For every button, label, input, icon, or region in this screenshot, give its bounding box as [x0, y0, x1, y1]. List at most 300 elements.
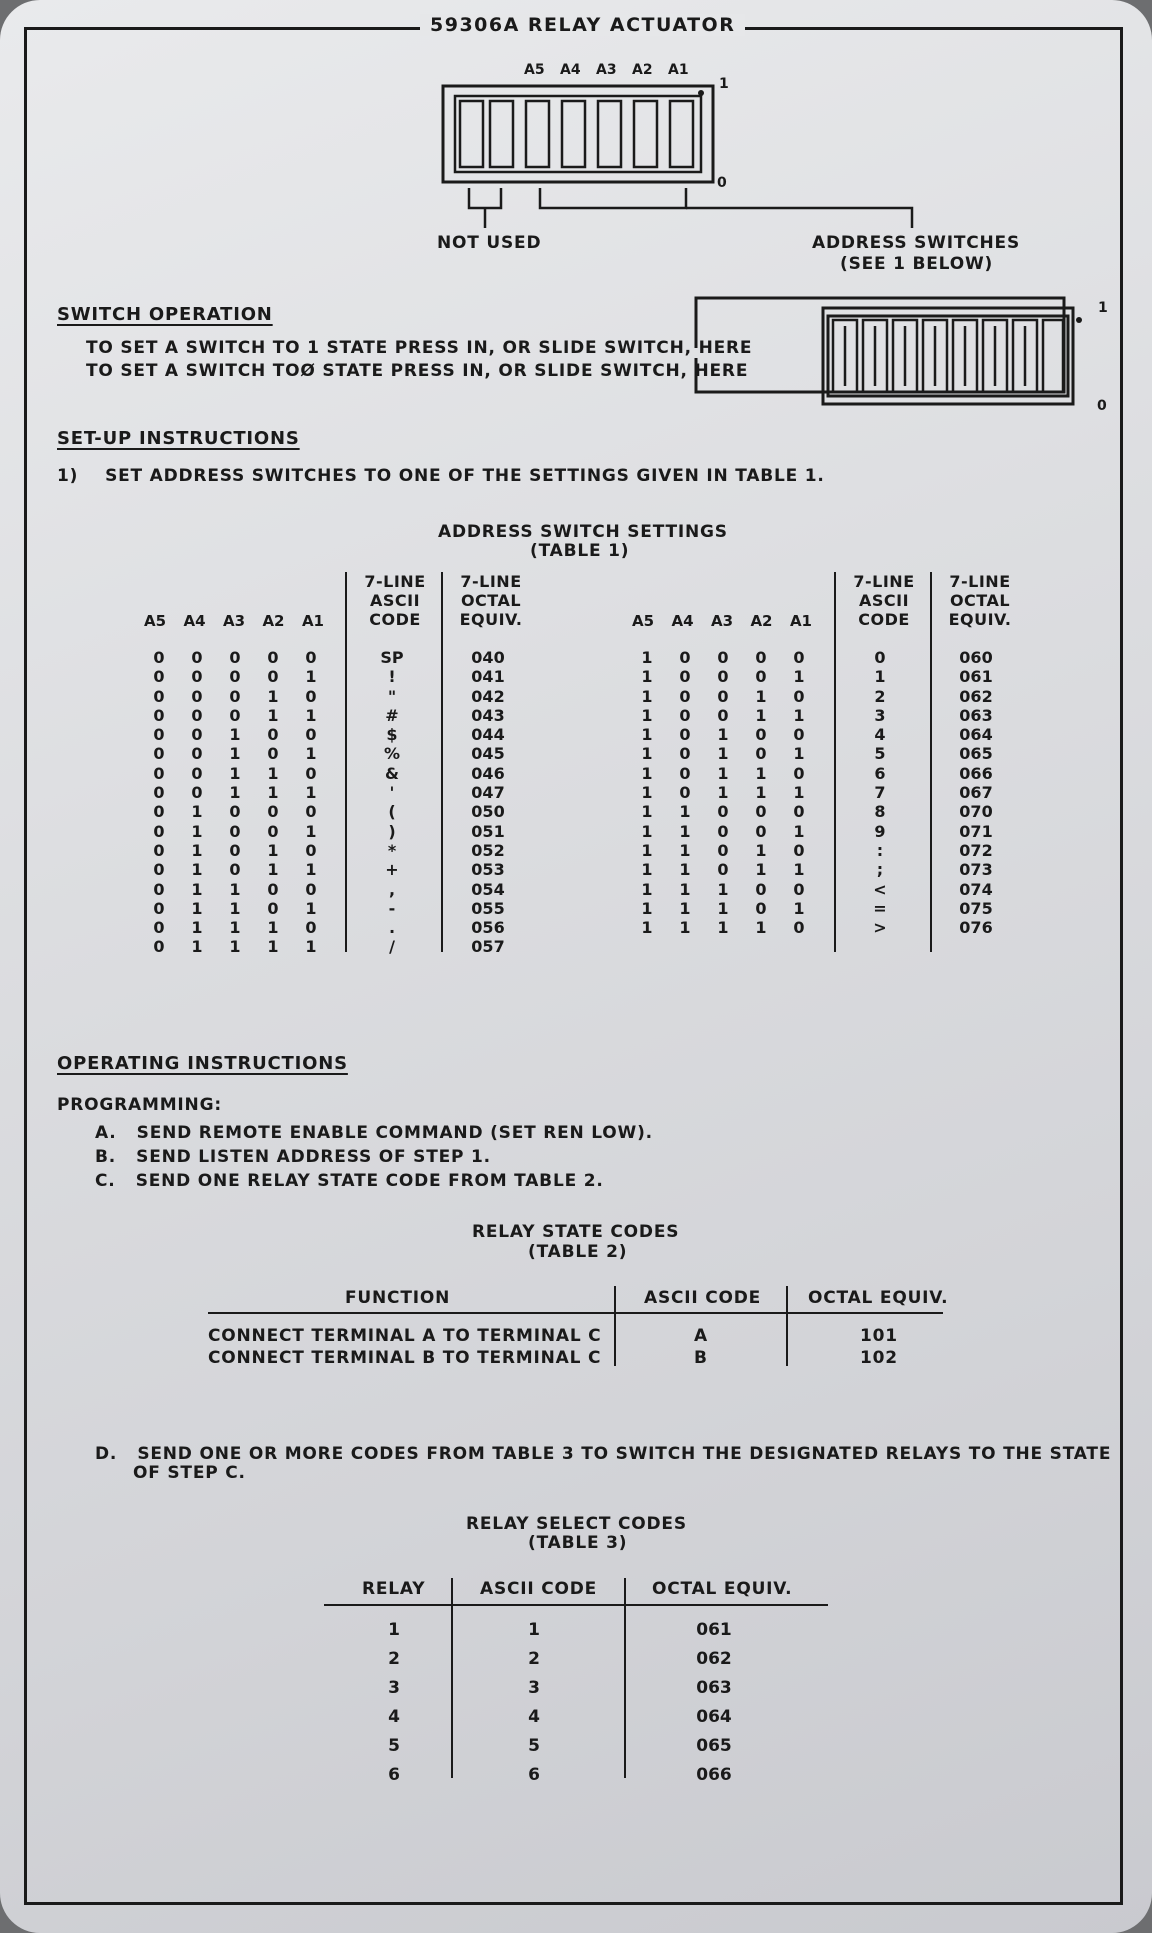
bit-cell: 0	[717, 802, 729, 822]
not-used-label: NOT USED	[437, 233, 542, 253]
switch-operation-heading: SWITCH OPERATION	[57, 304, 273, 325]
bit-cell: 1	[229, 918, 241, 938]
bit-cell: 1	[679, 840, 691, 860]
table2-row2-function: CONNECT TERMINAL B TO TERMINAL C	[208, 1348, 602, 1368]
table3-row	[324, 1616, 828, 1645]
table3-octal-cell: 062	[696, 1649, 732, 1669]
bit-cell: 1	[755, 686, 767, 706]
step-d-line2: OF STEP C.	[133, 1463, 246, 1483]
ascii-cell: (	[388, 802, 396, 822]
bit-cell: 1	[267, 686, 279, 706]
ascii-cell: ;	[876, 860, 884, 880]
spacer	[818, 687, 832, 706]
bit-cell: 1	[191, 918, 203, 938]
bit-cell: 1	[755, 705, 767, 725]
table1-row	[140, 822, 536, 841]
bit-cell: 1	[793, 783, 805, 803]
table1-row	[628, 918, 1024, 937]
table1-row	[628, 841, 1024, 860]
spacer	[818, 764, 832, 783]
ascii-cell: >	[873, 918, 887, 938]
bit-cell: 0	[717, 686, 729, 706]
bit-cell: 0	[153, 937, 165, 957]
table3-relay-cell: 6	[388, 1765, 400, 1785]
bit-cell: 0	[229, 686, 241, 706]
spacer	[818, 841, 832, 860]
bit-cell: 0	[717, 648, 729, 667]
bit-cell: 0	[153, 648, 165, 667]
bit-cell: 0	[305, 763, 317, 783]
bit-cell: 0	[229, 802, 241, 822]
table2-row1-ascii: A	[694, 1326, 708, 1346]
table3-relay-cell: 3	[388, 1678, 400, 1698]
table3-row	[324, 1703, 828, 1732]
table1-subtitle: (TABLE 1)	[530, 541, 630, 561]
spacer	[330, 880, 344, 899]
table3-header-ascii: ASCII CODE	[480, 1579, 598, 1599]
bit-cell: 0	[229, 821, 241, 841]
table1-row	[140, 937, 536, 956]
spacer	[330, 802, 344, 821]
table2-divider-1	[614, 1286, 616, 1366]
table1-row	[628, 764, 1024, 783]
bit-cell: 0	[153, 783, 165, 803]
bit-cell: 1	[679, 821, 691, 841]
bit-cell: 1	[229, 763, 241, 783]
ascii-cell: =	[873, 898, 887, 918]
step-a: A. SEND REMOTE ENABLE COMMAND (SET REN LOW).	[95, 1123, 653, 1143]
table3-row	[324, 1645, 828, 1674]
bit-cell: 1	[641, 686, 653, 706]
spacer	[818, 822, 832, 841]
bit-cell: 0	[305, 840, 317, 860]
ascii-cell: +	[385, 860, 399, 880]
spacer	[818, 744, 832, 763]
table1-row	[628, 648, 1024, 667]
t1-right-octal-header: 7-LINE OCTAL EQUIV.	[948, 572, 1012, 629]
bit-cell: 0	[153, 705, 165, 725]
bit-cell: 1	[679, 898, 691, 918]
bit-cell: 0	[153, 763, 165, 783]
bit-cell: 1	[267, 840, 279, 860]
bit-cell: 0	[153, 840, 165, 860]
spacer	[330, 918, 344, 937]
operating-heading: OPERATING INSTRUCTIONS	[57, 1053, 348, 1074]
table3-octal-cell: 065	[696, 1736, 732, 1756]
ascii-cell: $	[386, 725, 398, 745]
bit-cell: 0	[229, 840, 241, 860]
spacer	[818, 802, 832, 821]
ascii-cell: 3	[874, 705, 886, 725]
bit-cell: 1	[191, 840, 203, 860]
switch-zero-label: 0	[717, 175, 728, 191]
setup-heading: SET-UP INSTRUCTIONS	[57, 428, 300, 449]
table3-relay-cell: 5	[388, 1736, 400, 1756]
spacer	[818, 648, 832, 667]
ascii-cell: 6	[874, 763, 886, 783]
octal-cell: 073	[959, 860, 993, 880]
ascii-cell: 9	[874, 821, 886, 841]
bit-cell: 1	[641, 802, 653, 822]
bit-cell: 1	[641, 725, 653, 745]
table3-title: RELAY SELECT CODES	[466, 1514, 687, 1534]
switch-op-zero-label: 0	[1097, 398, 1108, 414]
octal-cell: 075	[959, 898, 993, 918]
bit-cell: 0	[793, 879, 805, 899]
spacer	[818, 918, 832, 937]
table1-row	[140, 706, 536, 725]
bit-cell: 1	[641, 705, 653, 725]
bit-cell: 0	[153, 744, 165, 764]
table1-row	[628, 687, 1024, 706]
ascii-cell: 8	[874, 802, 886, 822]
bit-cell: 0	[229, 648, 241, 667]
bit-cell: 1	[267, 705, 279, 725]
bit-cell: 1	[793, 744, 805, 764]
setup-step1: 1) SET ADDRESS SWITCHES TO ONE OF THE SETTINGS GIVEN IN TABLE 1.	[57, 466, 825, 486]
bit-cell: 0	[267, 744, 279, 764]
octal-cell: 041	[471, 667, 505, 687]
table1-row	[140, 899, 536, 918]
bit-cell: 1	[717, 744, 729, 764]
table2-header-function: FUNCTION	[345, 1288, 451, 1308]
table3-ascii-cell: 1	[528, 1620, 540, 1640]
t1-right-addr-a1: A1	[789, 612, 812, 630]
bit-cell: 1	[229, 725, 241, 745]
octal-cell: 056	[471, 918, 505, 938]
t1-right-addr-a2: A2	[750, 612, 773, 630]
spacer	[818, 706, 832, 725]
table1-row	[140, 744, 536, 763]
table1-row	[140, 667, 536, 686]
t1-left-table	[140, 648, 536, 957]
spacer	[818, 899, 832, 918]
see-below-label: (SEE 1 BELOW)	[840, 254, 994, 274]
octal-cell: 074	[959, 879, 993, 899]
bit-cell: 1	[793, 705, 805, 725]
table3-octal-cell: 063	[696, 1678, 732, 1698]
bit-cell: 0	[191, 763, 203, 783]
t1-left-addr-a2: A2	[262, 612, 285, 630]
bit-cell: 0	[229, 667, 241, 687]
octal-cell: 046	[471, 763, 505, 783]
bit-cell: 1	[793, 860, 805, 880]
t1-right-addr-a3: A3	[710, 612, 734, 630]
ascii-cell: #	[385, 705, 399, 725]
bit-cell: 0	[153, 821, 165, 841]
table3-header-relay: RELAY	[362, 1579, 426, 1599]
table1-row	[628, 880, 1024, 899]
bit-cell: 0	[755, 725, 767, 745]
table2-title: RELAY STATE CODES	[472, 1222, 680, 1242]
table2-row2-ascii: B	[694, 1348, 708, 1368]
bit-cell: 0	[191, 705, 203, 725]
t1-right-table	[628, 648, 1024, 937]
bit-cell: 0	[305, 802, 317, 822]
table1-row	[628, 744, 1024, 763]
label-a4: A4	[560, 62, 581, 78]
table3-row	[324, 1674, 828, 1703]
t1-right-addr-header	[632, 612, 812, 630]
bit-cell: 1	[267, 783, 279, 803]
table3-row	[324, 1761, 828, 1790]
table1-row	[140, 918, 536, 937]
table3-ascii-cell: 2	[528, 1649, 540, 1669]
table1-row	[140, 860, 536, 879]
bit-cell: 1	[641, 898, 653, 918]
bit-cell: 1	[267, 918, 279, 938]
ascii-cell: SP	[380, 648, 404, 667]
bit-cell: 0	[717, 821, 729, 841]
spacer	[330, 648, 344, 667]
table1-row	[628, 822, 1024, 841]
table2-header-octal: OCTAL EQUIV.	[808, 1288, 949, 1308]
table1-row	[140, 880, 536, 899]
table1-row	[628, 860, 1024, 879]
bit-cell: 1	[717, 725, 729, 745]
table2-header-ascii: ASCII CODE	[644, 1288, 762, 1308]
bit-cell: 1	[755, 763, 767, 783]
ascii-cell: <	[873, 879, 887, 899]
octal-cell: 042	[471, 686, 505, 706]
table3-octal-cell: 064	[696, 1707, 732, 1727]
bit-cell: 0	[305, 918, 317, 938]
table2-subtitle: (TABLE 2)	[528, 1242, 628, 1262]
bit-cell: 0	[191, 725, 203, 745]
bit-cell: 1	[717, 783, 729, 803]
bit-cell: 1	[641, 648, 653, 667]
table1-row	[140, 648, 536, 667]
bit-cell: 1	[305, 744, 317, 764]
spacer	[330, 764, 344, 783]
bit-cell: 0	[153, 879, 165, 899]
table3-relay-cell: 4	[388, 1707, 400, 1727]
table3-ascii-cell: 3	[528, 1678, 540, 1698]
bit-cell: 0	[267, 879, 279, 899]
octal-cell: 067	[959, 783, 993, 803]
bit-cell: 1	[305, 783, 317, 803]
bit-cell: 0	[679, 648, 691, 667]
bit-cell: 0	[679, 783, 691, 803]
bit-cell: 0	[267, 667, 279, 687]
step-b: B. SEND LISTEN ADDRESS OF STEP 1.	[95, 1147, 491, 1167]
label-a3: A3	[596, 62, 617, 78]
bit-cell: 1	[679, 879, 691, 899]
bit-cell: 0	[229, 705, 241, 725]
switch-operation-diagram	[0, 0, 1152, 450]
bit-cell: 1	[717, 898, 729, 918]
ascii-cell: .	[388, 918, 396, 938]
bit-cell: 1	[305, 937, 317, 957]
bit-cell: 1	[229, 744, 241, 764]
table2-header-rule	[208, 1312, 943, 1314]
spacer	[330, 667, 344, 686]
octal-cell: 072	[959, 840, 993, 860]
table1-row	[140, 841, 536, 860]
bit-cell: 0	[755, 744, 767, 764]
switch-one-label: 1	[719, 76, 730, 92]
bit-cell: 1	[641, 860, 653, 880]
ascii-cell: /	[389, 937, 395, 957]
bit-cell: 1	[305, 898, 317, 918]
ascii-cell: 5	[874, 744, 886, 764]
bit-cell: 0	[267, 725, 279, 745]
switch-operation-line2: TO SET A SWITCH TOØ STATE PRESS IN, OR SLIDE SWITCH, HERE	[86, 361, 749, 381]
spacer	[330, 860, 344, 879]
bit-cell: 1	[755, 860, 767, 880]
bit-cell: 1	[793, 898, 805, 918]
octal-cell: 065	[959, 744, 993, 764]
bit-cell: 0	[305, 686, 317, 706]
ascii-cell: *	[387, 840, 397, 860]
bit-cell: 1	[679, 918, 691, 938]
spacer	[330, 822, 344, 841]
octal-cell: 076	[959, 918, 993, 938]
t1-left-addr-a5: A5	[144, 612, 167, 630]
table1-row	[628, 802, 1024, 821]
t1-left-ascii-header: 7-LINE ASCII CODE	[364, 572, 426, 629]
spacer	[818, 880, 832, 899]
octal-cell: 071	[959, 821, 993, 841]
bit-cell: 1	[679, 860, 691, 880]
ascii-cell: %	[383, 744, 401, 764]
table3-relay-cell: 1	[388, 1620, 400, 1640]
spacer	[330, 725, 344, 744]
bit-cell: 0	[717, 667, 729, 687]
bit-cell: 0	[679, 667, 691, 687]
ascii-cell: !	[388, 667, 396, 687]
bit-cell: 0	[153, 667, 165, 687]
bit-cell: 1	[679, 802, 691, 822]
bit-cell: 0	[305, 725, 317, 745]
ascii-cell: 4	[874, 725, 886, 745]
bit-cell: 1	[305, 667, 317, 687]
bit-cell: 0	[191, 783, 203, 803]
bit-cell: 1	[229, 783, 241, 803]
table3-header-rule	[324, 1604, 828, 1606]
programming-label: PROGRAMMING:	[57, 1095, 222, 1115]
octal-cell: 043	[471, 705, 505, 725]
step-c: C. SEND ONE RELAY STATE CODE FROM TABLE 2.	[95, 1171, 604, 1191]
bit-cell: 0	[153, 725, 165, 745]
bit-cell: 0	[679, 725, 691, 745]
bit-cell: 1	[641, 667, 653, 687]
octal-cell: 051	[471, 821, 505, 841]
t1-left-addr-a1: A1	[301, 612, 324, 630]
ascii-cell: "	[387, 686, 397, 706]
bit-cell: 1	[755, 918, 767, 938]
label-a5: A5	[524, 62, 545, 78]
table3-octal-cell: 066	[696, 1765, 732, 1785]
octal-cell: 070	[959, 802, 993, 822]
spacer	[330, 937, 344, 956]
bit-cell: 1	[641, 763, 653, 783]
t1-left-addr-a4: A4	[183, 612, 206, 630]
bit-cell: 1	[755, 840, 767, 860]
bit-cell: 1	[641, 879, 653, 899]
table1-row	[628, 725, 1024, 744]
ascii-cell: 1	[874, 667, 886, 687]
octal-cell: 057	[471, 937, 505, 957]
ascii-cell: ,	[388, 879, 396, 899]
octal-cell: 044	[471, 725, 505, 745]
bit-cell: 1	[717, 879, 729, 899]
bit-cell: 0	[717, 705, 729, 725]
spacer	[330, 783, 344, 802]
bit-cell: 0	[755, 648, 767, 667]
bit-cell: 0	[717, 840, 729, 860]
table1-row	[628, 899, 1024, 918]
bit-cell: 1	[641, 783, 653, 803]
table3-row	[324, 1732, 828, 1761]
bit-cell: 1	[305, 821, 317, 841]
table3-ascii-cell: 4	[528, 1707, 540, 1727]
table2-row2-octal: 102	[860, 1348, 898, 1368]
bit-cell: 0	[755, 802, 767, 822]
bit-cell: 1	[641, 821, 653, 841]
bit-cell: 1	[191, 821, 203, 841]
octal-cell: 053	[471, 860, 505, 880]
t1-left-addr-header	[144, 612, 324, 630]
table2-row1-function: CONNECT TERMINAL A TO TERMINAL C	[208, 1326, 602, 1346]
bit-cell: 0	[755, 821, 767, 841]
table1-title: ADDRESS SWITCH SETTINGS	[438, 522, 728, 542]
bit-cell: 0	[267, 648, 279, 667]
bit-cell: 0	[793, 802, 805, 822]
octal-cell: 062	[959, 686, 993, 706]
label-a2: A2	[632, 62, 653, 78]
bit-cell: 0	[267, 898, 279, 918]
switch-op-one-label: 1	[1098, 300, 1109, 316]
octal-cell: 066	[959, 763, 993, 783]
bit-cell: 1	[229, 898, 241, 918]
bit-cell: 1	[191, 898, 203, 918]
bit-cell: 1	[305, 860, 317, 880]
t1-right-addr-a4: A4	[671, 612, 694, 630]
bit-cell: 0	[679, 686, 691, 706]
octal-cell: 052	[471, 840, 505, 860]
bit-cell: 0	[191, 648, 203, 667]
table2-row1-octal: 101	[860, 1326, 898, 1346]
ascii-cell: &	[385, 763, 399, 783]
bit-cell: 0	[793, 686, 805, 706]
bit-cell: 0	[153, 860, 165, 880]
bit-cell: 0	[755, 667, 767, 687]
bit-cell: 1	[641, 918, 653, 938]
octal-cell: 061	[959, 667, 993, 687]
t1-right-addr-a5: A5	[632, 612, 655, 630]
bit-cell: 1	[717, 918, 729, 938]
bit-cell: 0	[717, 860, 729, 880]
bit-cell: 1	[641, 840, 653, 860]
plate-title: 59306A RELAY ACTUATOR	[420, 14, 745, 36]
bit-cell: 0	[153, 918, 165, 938]
bit-cell: 1	[793, 821, 805, 841]
octal-cell: 050	[471, 802, 505, 822]
bit-cell: 1	[191, 802, 203, 822]
table1-row	[628, 667, 1024, 686]
table1-row	[140, 764, 536, 783]
table1-row	[140, 783, 536, 802]
t1-left-addr-a3: A3	[222, 612, 246, 630]
table3-ascii-cell: 6	[528, 1765, 540, 1785]
label-a1: A1	[668, 62, 689, 78]
table3-relay-cell: 2	[388, 1649, 400, 1669]
bit-cell: 0	[793, 763, 805, 783]
table1-row	[628, 783, 1024, 802]
octal-cell: 060	[959, 648, 993, 667]
bit-cell: 0	[229, 860, 241, 880]
